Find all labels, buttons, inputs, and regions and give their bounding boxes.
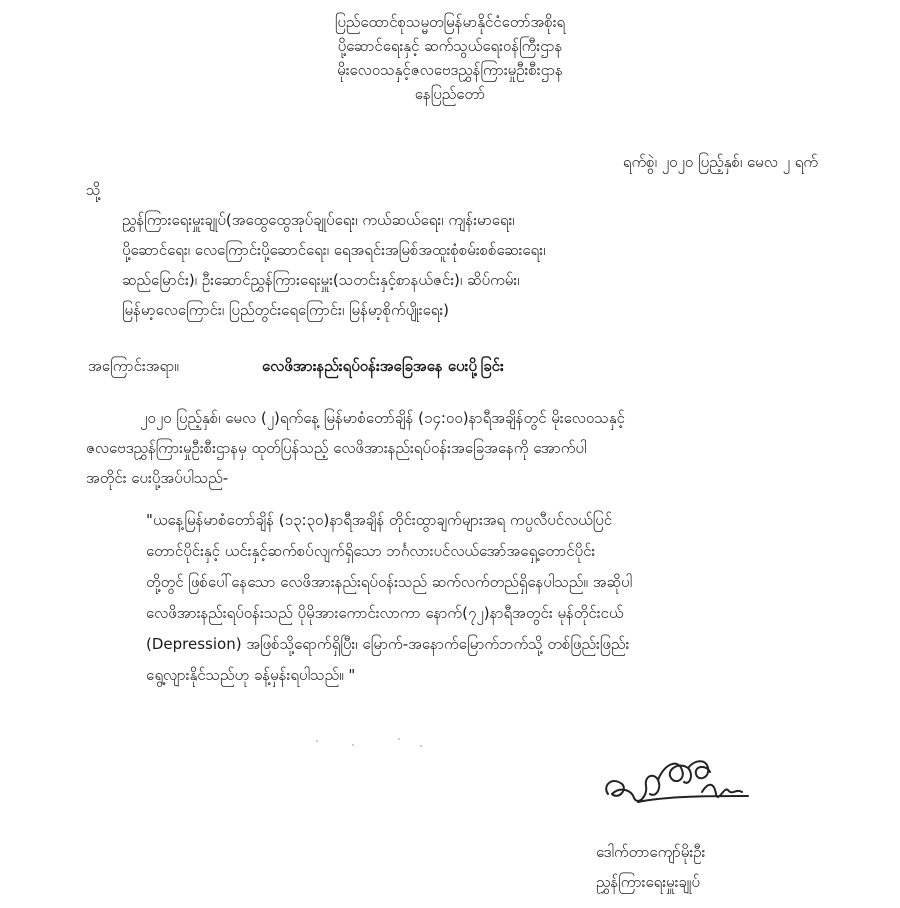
scan-speck: [420, 745, 422, 747]
date-line: ရက်စွဲ၊ ၂၀၂၀ ပြည့်နှစ်၊ မေလ ၂ ရက်: [622, 153, 818, 171]
handwritten-signature: [598, 746, 758, 822]
quote-line: (Depression) အဖြစ်သို့ရောက်ရှိပြီး၊ မြောက်-အနောက်မြောက်ဘက်သို့ တစ်ဖြည်းဖြည်း: [146, 635, 630, 653]
body-line: ဇလဗေဒညွှန်ကြားမှုဦးစီးဌာနမှ ထုတ်ပြန်သည့် လေဖိအားနည်းရပ်ဝန်းအခြေအနေကို အောက်ပါ: [86, 439, 587, 457]
header-ministry-government: ပြည်ထောင်စုသမ္မတမြန်မာနိုင်ငံတော်အစိုးရ: [334, 13, 566, 31]
scan-speck: [352, 744, 354, 746]
body-line: အတိုင်း ပေးပို့အပ်ပါသည်-: [86, 469, 229, 487]
signatory-name: ဒေါက်တာကျော်မိုးဦး: [596, 843, 706, 861]
scan-speck: [316, 740, 318, 742]
quote-line: တောင်ပိုင်းနှင့် ယင်းနှင့်ဆက်စပ်လျက်ရှိသော ဘင်္ဂလားပင်လယ်အော်အရှေ့တောင်ပိုင်း: [146, 542, 596, 560]
subject-text: လေဖိအားနည်းရပ်ဝန်းအခြေအနေ ပေးပို့ခြင်း: [262, 357, 504, 375]
header-ministry: ပို့ဆောင်ရေးနှင့် ဆက်သွယ်ရေးဝန်ကြီးဌာန: [337, 37, 563, 55]
body-line: ၂၀၂၀ ပြည့်နှစ်၊ မေလ (၂)ရက်နေ့ မြန်မာစံတော်ချိန် (၁၄:၀၀)နာရီအချိန်တွင် မိုးလေဝသနှင့်: [140, 409, 625, 427]
quote-line: လေဖိအားနည်းရပ်ဝန်းသည် ပိုမိုအားကောင်းလာကာ နောက်(၇၂)နာရီအတွင်း မုန်တိုင်းငယ်: [146, 604, 624, 622]
distribution-line: မြန်မာ့လေကြောင်း၊ ပြည်တွင်းရေကြောင်း၊ မြန်မာ့စိုက်ပျိုးရေး): [122, 301, 450, 319]
distribution-line: ပို့ဆောင်ရေး၊ လေကြောင်းပို့ဆောင်ရေး၊ ရေအရင်းအမြစ်အထူးစုံစမ်းစစ်ဆေးရေး၊: [122, 241, 546, 259]
subject-label: အကြောင်းအရာ။: [88, 357, 179, 375]
quote-line: တို့တွင် ဖြစ်ပေါ်နေသော လေဖိအားနည်းရပ်ဝန်းသည် ဆက်လက်တည်ရှိနေပါသည်။ အဆိုပါ: [146, 573, 633, 591]
scan-speck: [398, 738, 400, 740]
quote-line: "ယနေ့မြန်မာစံတော်ချိန် (၁၃:၃၀)နာရီအချိန် တိုင်းထွာချက်များအရ ကပ္ပလီပင်လယ်ပြင်: [146, 511, 613, 529]
header-city: နေပြည်တော်: [414, 85, 486, 103]
distribution-line: ဆည်မြောင်း)၊ ဦးဆောင်ညွှန်ကြားရေးမှူး(သတင်းနှင့်စာနယ်ဇင်း)၊ ဆိပ်ကမ်း၊: [122, 271, 520, 289]
to-label: သို့: [86, 181, 101, 199]
signatory-title: ညွှန်ကြားရေးမှူးချုပ်: [596, 873, 700, 891]
distribution-line: ညွှန်ကြားရေးမှူးချုပ်(အထွေထွေအုပ်ချုပ်ရေး၊ ကယ်ဆယ်ရေး၊ ကျန်းမာရေး၊: [122, 211, 515, 229]
quote-line: ရွေ့လျားနိုင်သည်ဟု ခန့်မှန်းရပါသည်။ ": [146, 666, 356, 684]
header-department: မိုးလေဝသနှင့်ဇလဗေဒညွှန်ကြားမှုဦးစီးဌာန: [337, 61, 563, 79]
